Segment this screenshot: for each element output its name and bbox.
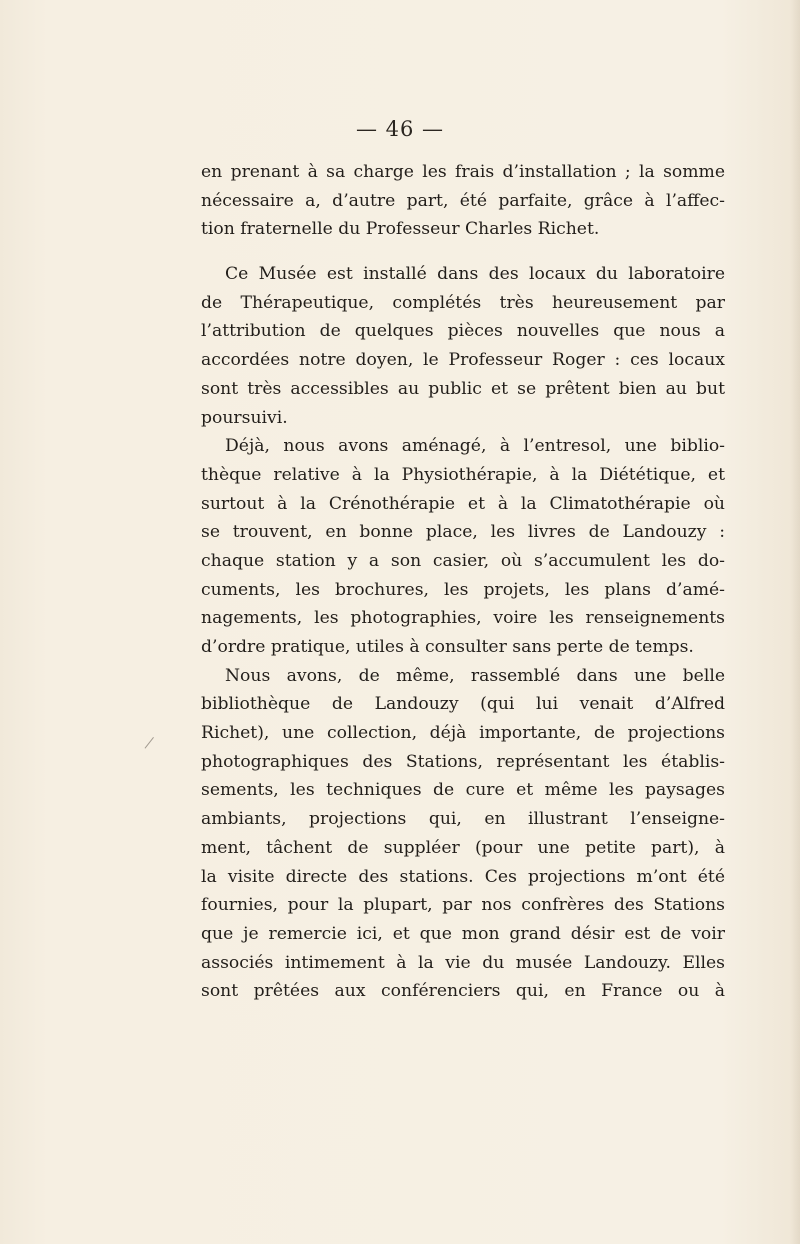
paragraph-1 bbox=[201, 158, 725, 244]
body-text bbox=[201, 158, 725, 1006]
page-number: — 46 — bbox=[355, 117, 445, 141]
text-line: associés intimement à la vie du musée Landouzy. Elles bbox=[201, 952, 725, 973]
text-line: se trouvent, en bonne place, les livres de Landouzy : bbox=[201, 522, 725, 543]
text-line: d’ordre pratique, utiles à consulter sans perte de temps. bbox=[201, 637, 694, 657]
text-line: chaque station y a son casier, où s’accumulent les do- bbox=[201, 550, 725, 571]
text-line: photographiques des Stations, représentant les établis- bbox=[201, 751, 725, 772]
text-line: poursuivi. bbox=[201, 407, 288, 428]
text-line: ambiants, projections qui, en illustrant l’enseigne- bbox=[201, 809, 725, 830]
text-line: nécessaire a, d’autre part, été parfaite, grâce à l’affec- bbox=[201, 190, 725, 211]
text-line: en prenant à sa charge les frais d’installation ; la somme bbox=[201, 162, 725, 182]
text-line: fournies, pour la plupart, par nos confrères des Stations bbox=[201, 895, 725, 916]
text-line: Richet), une collection, déjà importante, de projections bbox=[201, 723, 725, 744]
text-line: de Thérapeutique, complétés très heureusement par bbox=[201, 292, 725, 313]
paragraph-4 bbox=[201, 662, 725, 1006]
text-line: cuments, les brochures, les projets, les plans d’amé- bbox=[201, 579, 725, 600]
paragraph-2 bbox=[201, 260, 725, 432]
text-line: sements, les techniques de cure et même les paysages bbox=[201, 780, 725, 801]
text-line: Déjà, nous avons aménagé, à l’entresol, une biblio- bbox=[225, 436, 725, 457]
paragraph-gap bbox=[201, 244, 725, 260]
text-line: surtout à la Crénothérapie et à la Climatothérapie où bbox=[201, 493, 725, 514]
margin-ink-mark bbox=[145, 737, 160, 753]
text-line: accordées notre doyen, le Professeur Roger : ces locaux bbox=[201, 350, 725, 371]
text-line: Nous avons, de même, rassemblé dans une belle bbox=[225, 665, 725, 686]
text-line: thèque relative à la Physiothérapie, à la Diététique, et bbox=[201, 464, 725, 485]
text-line: ment, tâchent de suppléer (pour une petite part), à bbox=[201, 837, 725, 858]
text-line: sont prêtées aux conférenciers qui, en France ou à bbox=[201, 981, 725, 1002]
text-line: tion fraternelle du Professeur Charles Richet. bbox=[201, 219, 600, 240]
text-line: la visite directe des stations. Ces projections m’ont été bbox=[201, 866, 725, 887]
text-line: sont très accessibles au public et se prêtent bien au but bbox=[201, 378, 725, 399]
page-edge-shadow bbox=[790, 0, 800, 1244]
text-line: Ce Musée est installé dans des locaux du laboratoire bbox=[225, 264, 725, 285]
text-line: l’attribution de quelques pièces nouvelles que nous a bbox=[201, 321, 725, 342]
text-line: que je remercie ici, et que mon grand désir est de voir bbox=[201, 923, 725, 944]
paragraph-3 bbox=[201, 432, 725, 662]
text-line: nagements, les photographies, voire les renseignements bbox=[201, 608, 725, 629]
text-line: bibliothèque de Landouzy (qui lui venait d’Alfred bbox=[201, 694, 725, 715]
